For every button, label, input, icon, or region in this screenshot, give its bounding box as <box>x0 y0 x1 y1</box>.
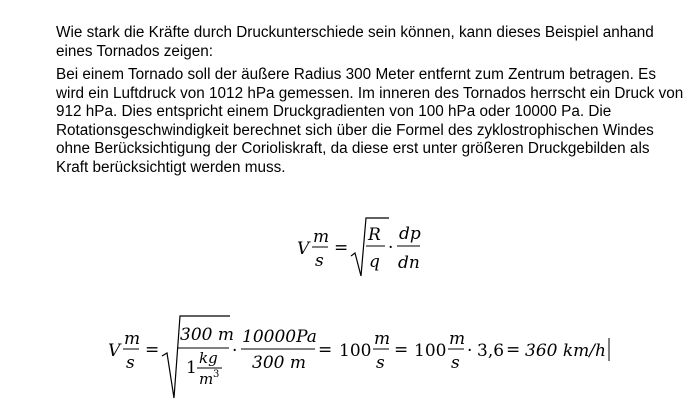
f2-s: s <box>126 353 135 373</box>
f2-pa-num: 10000Pa <box>242 327 317 347</box>
f2-final: 360 km/h <box>525 341 606 361</box>
f1-r: R <box>368 225 381 245</box>
f1-v: V <box>297 239 310 259</box>
f2-factor: 3,6 <box>477 341 505 361</box>
f2-result-2: 100 <box>414 341 447 361</box>
formula-calculation <box>0 306 697 406</box>
intro-paragraph: Wie stark die Kräfte durch Druckunterschiede sein können, kann dieses Beispiel anhand eines Tornados zeigen: <box>56 24 654 60</box>
f2-rad-num: 300 m <box>180 325 234 345</box>
f2-rad-den-one: 1 <box>186 358 197 378</box>
f2-m: m <box>124 329 141 349</box>
f2-dot-1: · <box>232 341 238 361</box>
f1-s: s <box>315 251 324 271</box>
formula-cyclostrophic-wind <box>0 210 697 290</box>
f1-dn: dn <box>398 253 420 273</box>
f2-m3-exp: 3 <box>213 369 220 380</box>
f2-m-3: m <box>449 329 466 349</box>
f2-kg: kg <box>199 349 218 367</box>
f2-m-2: m <box>374 329 391 349</box>
f2-pa-den: 300 m <box>252 353 306 373</box>
f1-equals: = <box>334 238 349 258</box>
f1-m: m <box>313 227 330 247</box>
f1-dp: dp <box>399 224 421 244</box>
f2-equals-3: = <box>394 340 409 360</box>
f2-result-1: 100 <box>339 341 372 361</box>
f2-s-2: s <box>376 353 385 373</box>
f2-m3-base: m <box>199 370 214 388</box>
body-paragraph: Bei einem Tornado soll der äußere Radius 300 Meter entfernt zum Zentrum betragen. Es wird ein Luftdruck von 1012 hPa gemessen. Im inneren des Tornados herrscht ein Druck von 912 hPa. Dies entspricht einem Druckgradienten von 100 hPa oder 10000 Pa. Die Rotationsgeschwindigkeit berechnet sich über die Formel des zyklostrophischen Windes ohne Berücksichtigung der Corioliskraft, da diese erst unter größeren Druckgebilden als Kraft berücksichtigt werden muss. <box>56 66 684 176</box>
f1-dot: · <box>388 238 394 258</box>
f1-q: q <box>369 252 380 272</box>
f2-dot-2: · <box>467 341 473 361</box>
f2-s-3: s <box>451 353 460 373</box>
f2-equals-1: = <box>145 340 160 360</box>
f2-equals-4: = <box>506 340 521 360</box>
f2-v: V <box>108 341 121 361</box>
f2-equals-2: = <box>318 340 333 360</box>
